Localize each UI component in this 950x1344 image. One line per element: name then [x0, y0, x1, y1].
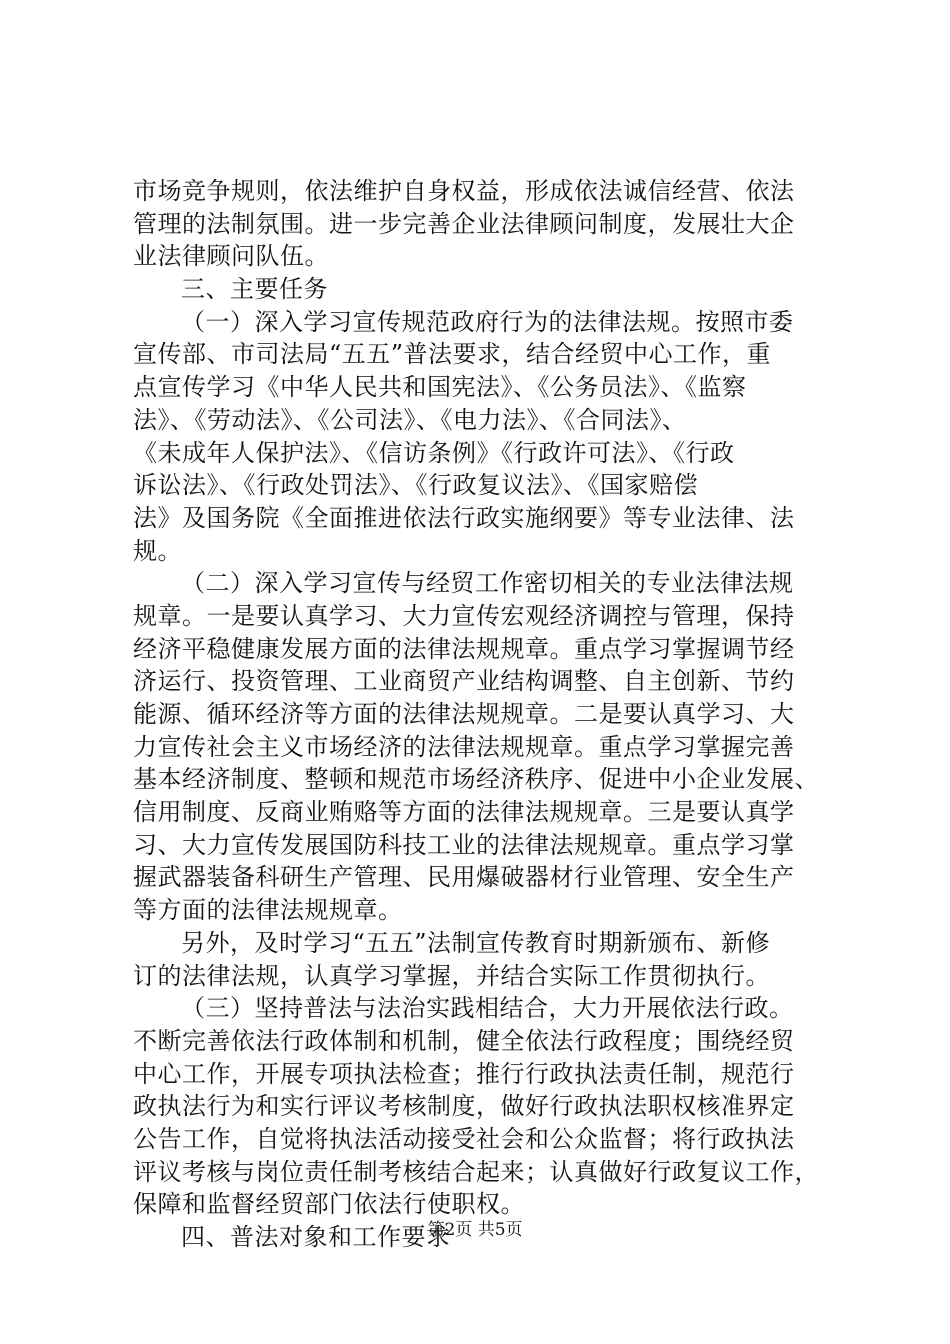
text-line: （二）深入学习宣传与经贸工作密切相关的专业法律法规: [181, 569, 794, 598]
text-line: 不断完善依法行政体制和机制，健全依法行政程度；围绕经贸: [133, 1026, 795, 1055]
text-line: 能源、循环经济等方面的法律法规规章。二是要认真学习、大: [133, 700, 795, 728]
text-line: 等方面的法律法规规章。: [133, 896, 403, 925]
text-line: 四、普法对象和工作要求: [181, 1223, 451, 1251]
text-line: 保障和监督经贸部门依法行使职权。: [133, 1190, 525, 1219]
text-line: （一）深入学习宣传规范政府行为的法律法规。按照市委: [181, 307, 794, 336]
text-line: 《未成年人保护法》、《信访条例》《行政许可法》、《行政: [133, 438, 735, 467]
text-line: （三）坚持普法与法治实践相结合，大力开展依法行政。: [181, 994, 794, 1023]
text-line: 法》、《劳动法》、《公司法》、《电力法》、《合同法》、: [133, 405, 687, 434]
text-line: 另外，及时学习“五五”法制宣传教育时期新颁布、新修: [181, 928, 771, 957]
text-line: 业法律顾问队伍。: [133, 242, 329, 271]
text-line: 济运行、投资管理、工业商贸产业结构调整、自主创新、节约: [133, 667, 795, 696]
text-line: 中心工作，开展专项执法检查；推行行政执法责任制，规范行: [133, 1059, 795, 1088]
text-line: 公告工作，自觉将执法活动接受社会和公众监督；将行政执法: [133, 1124, 795, 1153]
text-line: 经济平稳健康发展方面的法律法规规章。重点学习掌握调节经: [133, 634, 795, 663]
text-line: 诉讼法》、《行政处罚法》、《行政复议法》、《国家赔偿: [133, 471, 698, 500]
text-line: 评议考核与岗位责任制考核结合起来；认真做好行政复议工作，: [133, 1157, 819, 1186]
text-line: 市场竞争规则，依法维护自身权益，形成依法诚信经营、依法: [133, 177, 795, 205]
text-line: 法》及国务院《全面推进依法行政实施纲要》等专业法律、法: [133, 503, 795, 532]
text-line: 政执法行为和实行评议考核制度，做好行政执法职权核准界定: [133, 1092, 795, 1121]
text-line: 力宣传社会主义市场经济的法律法规规章。重点学习掌握完善: [133, 732, 795, 761]
text-line: 规章。一是要认真学习、大力宣传宏观经济调控与管理，保持: [133, 601, 795, 630]
text-line: 习、大力宣传发展国防科技工业的法律法规规章。重点学习掌: [133, 830, 795, 859]
text-line: 管理的法制氛围。进一步完善企业法律顾问制度，发展壮大企: [133, 209, 795, 238]
document-body: [133, 175, 833, 1254]
page-footer: 第2页 共5页: [427, 1220, 523, 1240]
text-line: 三、主要任务: [181, 275, 328, 304]
text-line: 规。: [133, 536, 182, 565]
text-line: 握武器装备科研生产管理、民用爆破器材行业管理、安全生产: [133, 863, 795, 892]
text-line: 基本经济制度、整顿和规范市场经济秩序、促进中小企业发展、: [133, 765, 819, 794]
text-line: 宣传部、市司法局“五五”普法要求，结合经贸中心工作，重: [133, 340, 772, 369]
text-line: 信用制度、反商业贿赂等方面的法律法规规章。三是要认真学: [133, 798, 795, 827]
text-line: 订的法律法规，认真学习掌握，并结合实际工作贯彻执行。: [133, 961, 770, 990]
text-line: 点宣传学习《中华人民共和国宪法》、《公务员法》、《监察: [133, 373, 747, 402]
